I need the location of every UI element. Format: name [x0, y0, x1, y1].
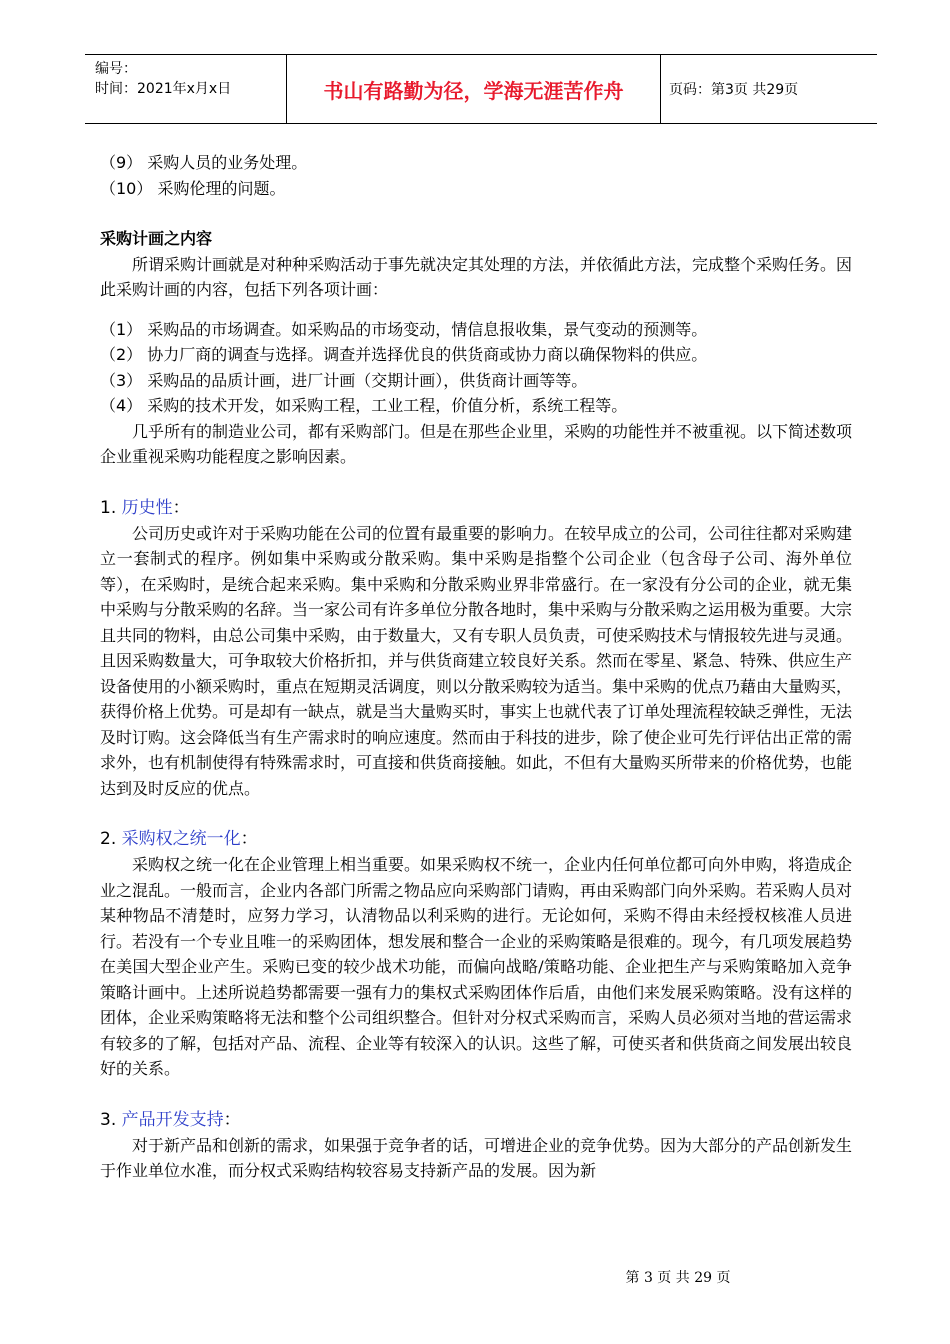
list-item: （9） 采购人员的业务处理。: [100, 153, 308, 172]
page-header: [85, 54, 877, 124]
list-item: （2） 协力厂商的调查与选择。调查并选择优良的供货商或协力商以确保物料的供应。: [100, 345, 708, 364]
section-title-unification: 2. 采购权之统一化：: [100, 829, 258, 849]
list-item: （1） 采购品的市场调查。如采购品的市场变动，情信息报收集，景气变动的预测等。: [100, 319, 708, 339]
section-title-history: 1. 历史性：: [100, 497, 190, 518]
link-history[interactable]: 历史性: [121, 497, 173, 518]
link-product-dev[interactable]: 产品开发支持: [121, 1109, 224, 1130]
list-item: （3） 采购品的品质计画，进厂计画（交期计画），供货商计画等等。: [100, 370, 588, 390]
link-unification[interactable]: 采购权之统一化: [121, 829, 241, 849]
header-time-label: 时间：2021年x月x日: [95, 81, 232, 97]
header-motto: 书山有路勤为径，学海无涯苦作舟: [287, 55, 661, 123]
intro-paragraph: 所谓采购计画就是对种种采购活动于事先就决定其处理的方法，并依循此方法，完成整个采购任务。因此采购计画的内容，包括下列各项计画：: [100, 254, 853, 299]
section-title-product-dev: 3. 产品开发支持：: [100, 1109, 241, 1130]
section-body-unification: 采购权之统一化在企业管理上相当重要。如果采购权不统一，企业内任何单位都可向外申购，将造成企业之混乱。一般而言，企业内各部门所需之物品应向采购部门请购，再由采购部门向外采购。若采购人员对某种物品不清楚时，应努力学习，认清物品以利采购的进行。无论如何，采购不得由未经授权核准人员进行。若没有一个专业且唯一的采购团体，想发展和整合一企业的采购策略是很难的。现今，有几项发展趋势在美国大型企业产生。采购已变的较少战术功能，而偏向战略/策略功能、企业把生产与采购策略加入竞争策略计画中。上述所说趋势都需要一强有力的集权式采购团体作后盾，由他们来发展采购策略。没有这样的团体，企业采购策略将无法和整个公司组织整合。但针对分权式采购而言，采购人员必须对当地的营运需求有较多的了解，包括对产品、流程、企业等有较深入的认识。这些了解，可使买者和供货商之间发展出较良好的关系。: [100, 855, 853, 1078]
section-heading: 采购计画之内容: [100, 229, 213, 248]
section-body-product-dev: 对于新产品和创新的需求，如果强于竞争者的话，可增进企业的竞争优势。因为大部分的产品创新发生于作业单位水准，而分权式采购结构较容易支持新产品的发展。因为新: [100, 1135, 853, 1180]
footer-page-number: 第 3 页 共 29 页: [625, 1270, 731, 1286]
header-meta: [85, 55, 287, 123]
header-page-info: 页码：第3页 共29页: [669, 82, 799, 98]
header-code-label: 编号：: [95, 61, 137, 77]
list-item: （4） 采购的技术开发，如采购工程，工业工程，价值分析，系统工程等。: [100, 396, 628, 415]
page-footer: [0, 1267, 950, 1287]
document-body: [100, 150, 852, 1184]
list-item: （10） 采购伦理的问题。: [100, 178, 286, 198]
section-body-history: 公司历史或许对于采购功能在公司的位置有最重要的影响力。在较早成立的公司，公司往往都对采购建立一套制式的程序。例如集中采购或分散采购。集中采购是指整个公司企业（包含母子公司、海外单位等），在采购时，是统合起来采购。集中采购和分散采购业界非常盛行。在一家没有分公司的企业，就无集中采购与分散采购的名辞。当一家公司有许多单位分散各地时，集中采购与分散采购之运用极为重要。大宗且共同的物料，由总公司集中采购，由于数量大，又有专职人员负责，可使采购技术与情报较先进与灵通。且因采购数量大，可争取较大价格折扣，并与供货商建立较良好关系。然而在零星、紧急、特殊、供应生产设备使用的小额采购时，重点在短期灵活调度，则以分散采购较为适当。集中采购的优点乃藉由大量购买，获得价格上优势。可是却有一缺点，就是当大量购买时，事实上也就代表了订单处理流程较缺乏弹性，无法及时订购。这会降低当有生产需求时的响应速度。然而由于科技的进步，除了使企业可先行评估出正常的需求外，也有机制使得有特殊需求时，可直接和供货商接触。如此，不但有大量购买所带来的价格优势，也能达到及时反应的优点。: [100, 523, 853, 798]
summary-paragraph: 几乎所有的制造业公司，都有采购部门。但是在那些企业里，采购的功能性并不被重视。以下简述数项企业重视采购功能程度之影响因素。: [100, 421, 853, 466]
